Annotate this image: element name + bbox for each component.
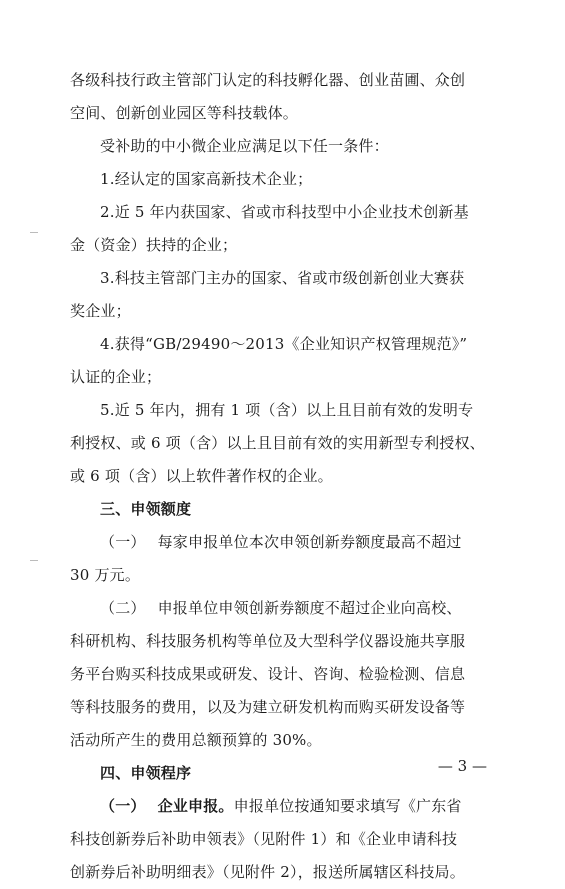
section-heading: 四、申领程序 bbox=[100, 764, 192, 782]
body-line: 务平台购买科技成果或研发、设计、咨询、检验检测、信息 bbox=[70, 665, 466, 683]
body-line: 空间、创新创业园区等科技载体。 bbox=[70, 104, 299, 122]
margin-mark bbox=[30, 232, 38, 233]
list-item: 4.获得“GB/29490～2013《企业知识产权管理规范》” bbox=[100, 335, 468, 353]
subsection-label: （一） bbox=[100, 797, 146, 815]
list-item: 5.近 5 年内，拥有 1 项（含）以上且目前有效的发明专 bbox=[100, 401, 474, 419]
list-item-continuation: 认证的企业； bbox=[70, 368, 162, 386]
list-item: 3.科技主管部门主办的国家、省或市级创新创业大赛获 bbox=[100, 269, 465, 287]
body-line: 创新券后补助明细表》（见附件 2），报送所属辖区科技局。 bbox=[70, 863, 465, 881]
subsection-paragraph bbox=[70, 592, 504, 625]
list-item-continuation: 利授权、或 6 项（含）以上且目前有效的实用新型专利授权、 bbox=[70, 434, 485, 452]
subsection-title: 企业申报。 bbox=[157, 797, 234, 815]
body-line: 各级科技行政主管部门认定的科技孵化器、创业苗圃、众创 bbox=[70, 71, 466, 89]
subsection-text: 申报单位申领创新券额度不超过企业向高校、 bbox=[157, 599, 462, 617]
body-line: 科技创新券后补助申领表》（见附件 1）和《企业申请科技 bbox=[70, 830, 458, 848]
subsection-paragraph bbox=[70, 526, 504, 559]
list-item-continuation: 金（资金）扶持的企业； bbox=[70, 236, 238, 254]
subsection-paragraph bbox=[70, 790, 504, 823]
body-line: 等科技服务的费用，以及为建立研发机构而购买研发设备等 bbox=[70, 698, 466, 716]
margin-mark bbox=[30, 560, 38, 561]
body-line: 活动所产生的费用总额预算的 30%。 bbox=[70, 731, 322, 749]
subsection-label: （一） bbox=[100, 533, 146, 551]
list-item-continuation: 或 6 项（含）以上软件著作权的企业。 bbox=[70, 467, 333, 485]
list-item-continuation: 奖企业； bbox=[70, 302, 131, 320]
body-line: 30 万元。 bbox=[70, 566, 141, 584]
body-line: 科研机构、科技服务机构等单位及大型科学仪器设施共享服 bbox=[70, 632, 466, 650]
section-heading: 三、申领额度 bbox=[100, 500, 192, 518]
subsection-text: 每家申报单位本次申领创新券额度最高不超过 bbox=[157, 533, 462, 551]
subsection-text: 申报单位按通知要求填写《广东省 bbox=[233, 797, 462, 815]
list-item: 2.近 5 年内获国家、省或市科技型中小企业技术创新基 bbox=[100, 203, 469, 221]
page-number: — 3 — bbox=[437, 757, 487, 775]
subsection-label: （二） bbox=[100, 599, 146, 617]
list-item: 1.经认定的国家高新技术企业； bbox=[100, 170, 313, 188]
body-line: 受补助的中小微企业应满足以下任一条件： bbox=[100, 137, 389, 155]
